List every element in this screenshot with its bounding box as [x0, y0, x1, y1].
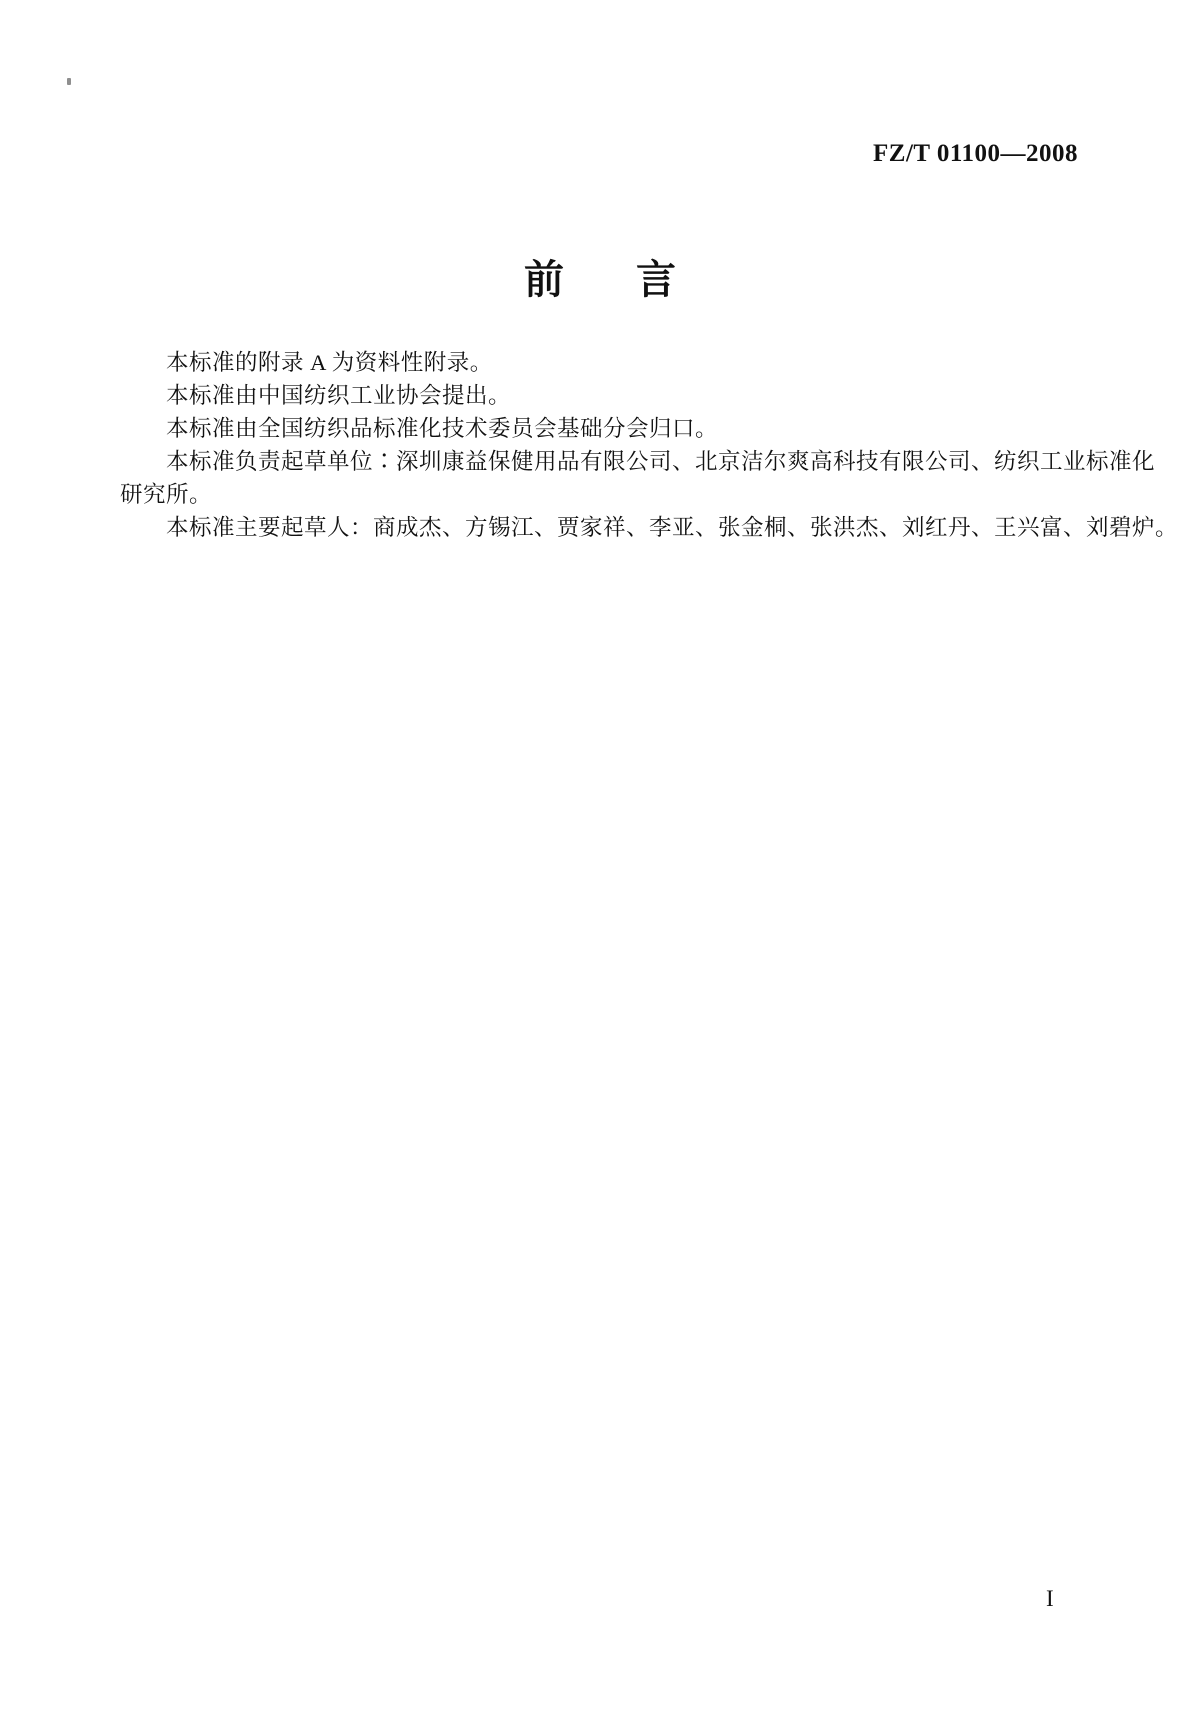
foreword-line-drafting-organizations-wrap: 研究所。: [120, 482, 213, 507]
foreword-line-centralized-by: 本标准由全国纺织品标准化技术委员会基础分会归口。: [166, 416, 719, 441]
foreword-title: 前言: [524, 257, 748, 302]
foreword-line-drafters: 本标准主要起草人：商成杰、方锡江、贾家祥、李亚、张金桐、张洪杰、刘红丹、王兴富、刘碧炉。: [166, 515, 1179, 540]
foreword-line-proposed-by: 本标准由中国纺织工业协会提出。: [166, 383, 512, 408]
foreword-body: [120, 346, 1179, 544]
foreword-line-appendix: 本标准的附录 A 为资料性附录。: [166, 350, 493, 375]
standard-number: FZ/T 01100—2008: [873, 140, 1078, 167]
foreword-line-drafting-organizations: 本标准负责起草单位∶深圳康益保健用品有限公司、北京洁尔爽高科技有限公司、纺织工业标准化: [166, 449, 1156, 474]
page-number: I: [1046, 1586, 1055, 1611]
scan-artifact-dot: [67, 78, 71, 85]
